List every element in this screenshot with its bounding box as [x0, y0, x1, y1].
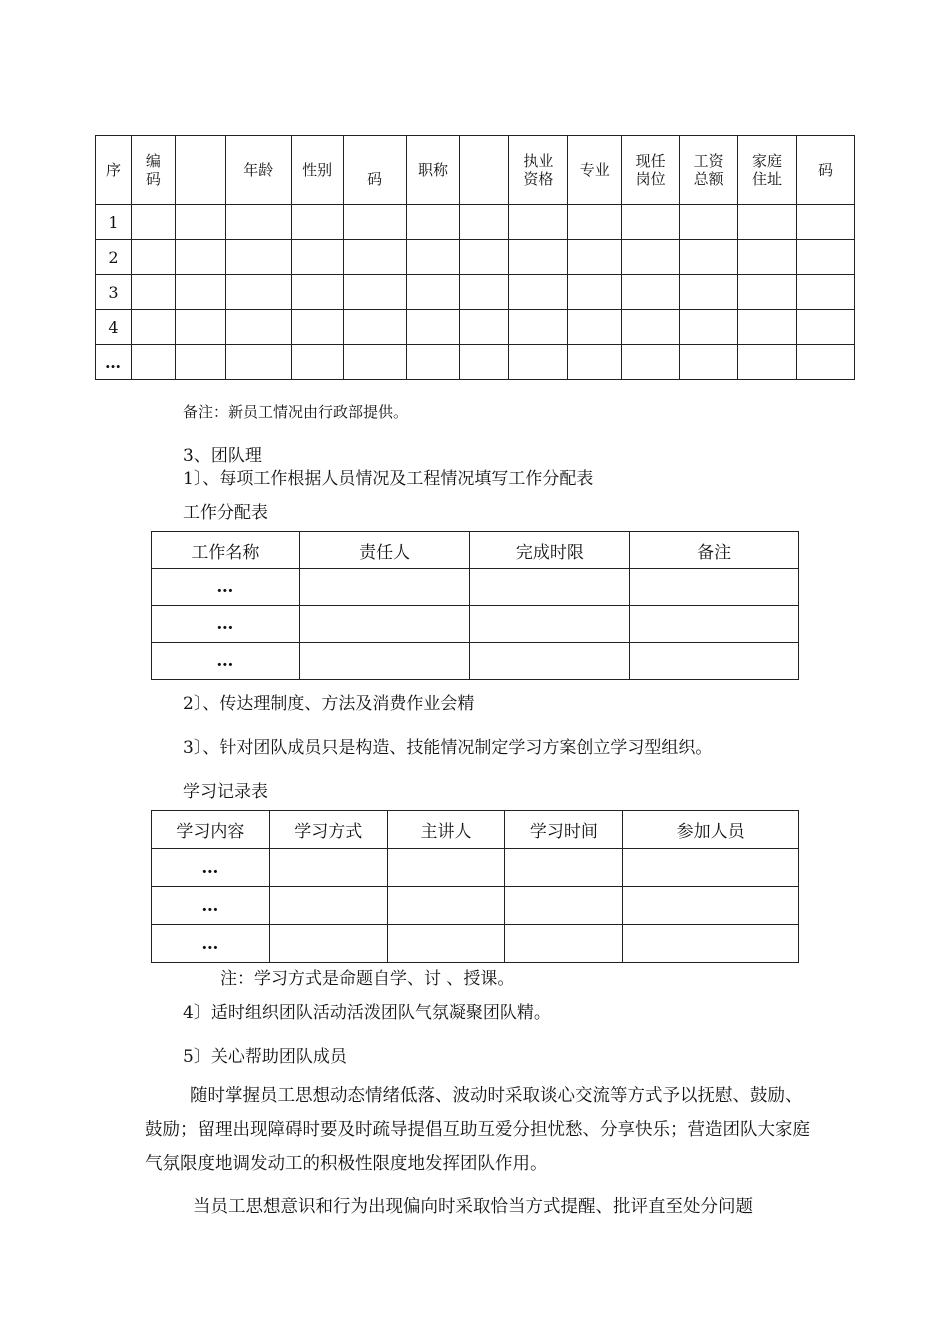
header-cell: 编 码: [131, 136, 175, 205]
header-cell: 学习内容: [152, 811, 270, 849]
study-note: 注：学习方式是命题自学、讨 、授课。: [220, 969, 515, 989]
work-allocation-table: [151, 531, 799, 680]
work-table-header: [152, 532, 799, 569]
row-placeholder: …: [152, 569, 300, 606]
row-index: 3: [96, 275, 132, 310]
item-5: 5〕关心帮助团队成员: [183, 1047, 347, 1067]
header-cell: 现任 岗位: [622, 136, 680, 205]
section-3-title: 3、团队理: [183, 446, 262, 466]
header-cell: 备注: [630, 532, 799, 569]
staff-table: [95, 135, 855, 380]
paragraph-2: 当员工思想意识和行为出现偏向时采取恰当方式提醒、批评直至处分问题: [193, 1197, 753, 1217]
table-row: [152, 887, 799, 925]
row-index: …: [96, 345, 132, 380]
row-index: 4: [96, 310, 132, 345]
header-cell: 完成时限: [470, 532, 630, 569]
item-4: 4〕适时组织团队活动活泼团队气氛凝聚团队精。: [183, 1003, 551, 1023]
header-cell: 工资 总额: [680, 136, 738, 205]
row-placeholder: …: [152, 849, 270, 887]
paragraph-1: 随时掌握员工思想动态情绪低落、波动时采取谈心交流等方式予以抚慰、鼓励、鼓励；留理出现障碍时要及时疏导提倡互助互爱分担忧愁、分享快乐；营造团队大家庭气氛限度地调发动工的积极性限度地发挥团队作用。: [145, 1086, 810, 1174]
header-cell: 专业: [568, 136, 622, 205]
row-placeholder: …: [152, 643, 300, 680]
row-placeholder: …: [152, 925, 270, 963]
table-row: [96, 310, 855, 345]
header-cell: 责任人: [299, 532, 470, 569]
table-row: [152, 606, 799, 643]
study-table-caption: 学习记录表: [183, 782, 268, 802]
header-cell: [175, 136, 225, 205]
header-cell: 年龄: [225, 136, 291, 205]
row-index: 2: [96, 240, 132, 275]
header-cell: 码: [343, 136, 406, 205]
header-cell: 职称: [406, 136, 460, 205]
header-cell: 序: [96, 136, 132, 205]
note-new-staff: 备注：新员工情况由行政部提供。: [183, 403, 409, 421]
table-row: [152, 849, 799, 887]
item-3: 3〕、针对团队成员只是构造、技能情况制定学习方案创立学习型组织。: [183, 738, 713, 758]
header-cell: 主讲人: [387, 811, 505, 849]
study-table-header: [152, 811, 799, 849]
table-row: [96, 275, 855, 310]
header-cell: 性别: [291, 136, 343, 205]
item-2: 2〕、传达理制度、方法及消费作业会精: [183, 694, 475, 714]
table-row: [96, 240, 855, 275]
header-cell: 码: [796, 136, 854, 205]
header-cell: 学习时间: [505, 811, 623, 849]
row-index: 1: [96, 205, 132, 240]
work-table-caption: 工作分配表: [183, 503, 268, 523]
header-cell: 执业 资格: [509, 136, 568, 205]
row-placeholder: …: [152, 887, 270, 925]
header-cell: 学习方式: [269, 811, 387, 849]
row-placeholder: …: [152, 606, 300, 643]
header-cell: 家庭 住址: [738, 136, 797, 205]
table-row: [152, 643, 799, 680]
table-row: [96, 205, 855, 240]
study-record-table: [151, 810, 799, 963]
table-row: [152, 925, 799, 963]
table-row: [96, 345, 855, 380]
header-cell: [460, 136, 509, 205]
table-row: [152, 569, 799, 606]
item-1: 1〕、每项工作根据人员情况及工程情况填写工作分配表: [183, 469, 594, 489]
header-cell: 工作名称: [152, 532, 300, 569]
staff-table-header: [96, 136, 855, 205]
header-cell: 参加人员: [623, 811, 799, 849]
